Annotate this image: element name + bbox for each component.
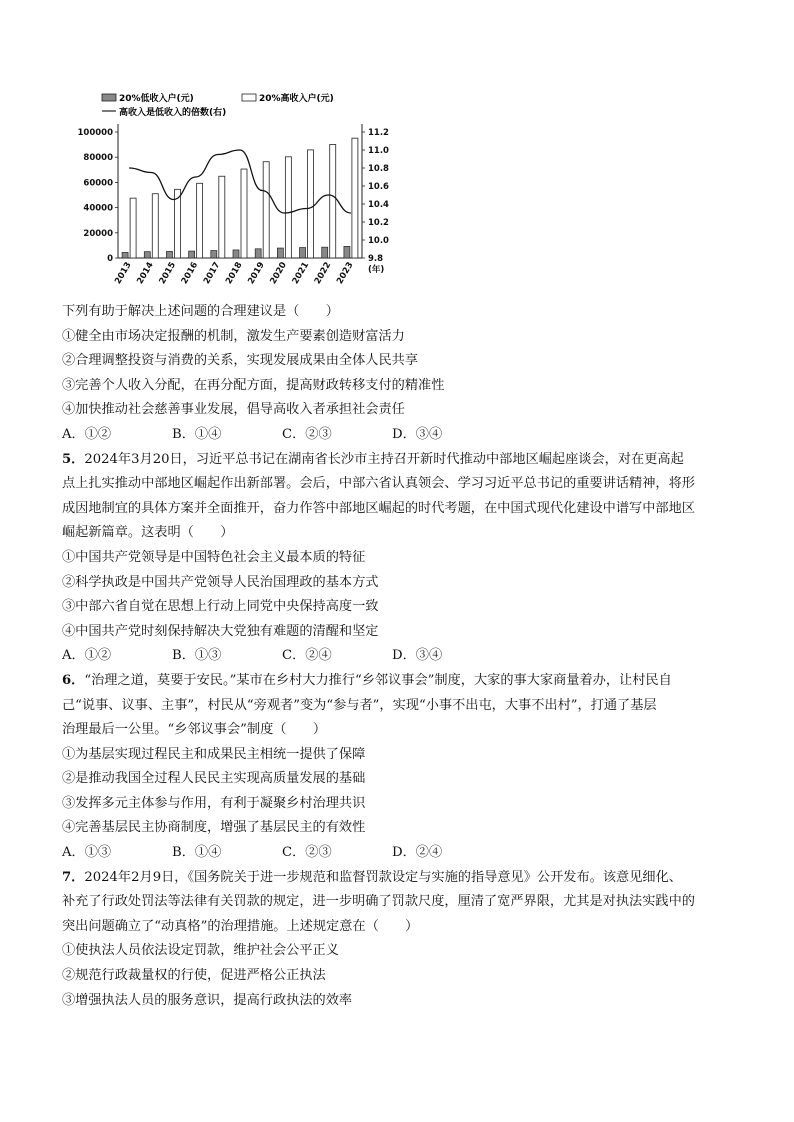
q5-text-1: 2024年3月20日，习近平总书记在湖南省长沙市主持召开新时代推动中部地区崛起座谈会，对在更高起 (84, 451, 684, 467)
bar-high-income (197, 183, 203, 258)
bar-low-income (166, 251, 172, 258)
bar-high-income (263, 162, 269, 258)
q5-choice-c: C．②④ (282, 648, 332, 664)
bar-low-income (233, 250, 239, 258)
x-tick-label: 2016 (179, 260, 201, 287)
bar-low-income (300, 248, 306, 258)
y-left-tick-label: 20000 (83, 228, 113, 239)
chart-legend (102, 92, 334, 118)
q7-line-2: 补充了行政处罚法等法律有关罚款的规定，进一步明确了罚款尺度，厘清了宽严界限，尤其是对执法实践中的 (62, 894, 695, 910)
q5-choice-b: B．①③ (172, 648, 222, 664)
q7-option-1: ①使执法人员依法设定罚款，维护社会公平正义 (62, 943, 339, 959)
q5-option-2: ②科学执政是中国共产党领导人民治国理政的基本方式 (62, 574, 379, 590)
q5-line-2: 点上扎实推动中部地区崛起作出新部署。会后，中部六省认真领会、学习习近平总书记的重要讲话精神，将形 (62, 476, 695, 492)
q4-choice-d: D．③④ (392, 426, 443, 442)
q6-text-1: “治理之道，莫要于安民。”某市在乡村大力推行“乡邻议事会”制度，大家的事大家商量着办，让村民自 (84, 672, 672, 688)
questions (62, 300, 742, 1013)
income-chart-svg (70, 88, 400, 288)
y-right-tick-label: 10.0 (368, 236, 389, 246)
q5-number: 5． (62, 451, 85, 467)
q5-choice-d: D．③④ (392, 648, 443, 664)
q6-option-3: ③发挥多元主体参与作用，有利于凝聚乡村治理共识 (62, 795, 366, 811)
income-chart (70, 88, 400, 288)
x-tick-label: 2022 (312, 260, 334, 287)
bar-low-income (144, 252, 150, 258)
legend-swatch-low (102, 94, 116, 101)
q5-choices (62, 644, 742, 669)
q6-choice-c: C．②③ (282, 845, 332, 861)
q4-option-2: ②合理调整投资与消费的关系，实现发展成果由全体人民共享 (62, 353, 419, 369)
y-right-tick-label: 10.4 (368, 200, 389, 210)
x-tick-label: 2014 (135, 260, 156, 287)
y-left-tick-label: 60000 (83, 178, 113, 189)
bar-low-income (122, 252, 128, 258)
legend-swatch-high (242, 94, 256, 101)
q5-line-4: 崛起新篇章。这表明（ ） (62, 525, 234, 541)
bar-high-income (130, 198, 136, 258)
q4-choice-c: C．②③ (282, 426, 332, 442)
y-left-tick-label: 40000 (83, 203, 113, 214)
bar-high-income (352, 138, 358, 258)
q7-number: 7． (62, 869, 85, 885)
x-tick-label: 2019 (246, 260, 267, 287)
q4-option-4: ④加快推动社会慈善事业发展，倡导高收入者承担社会责任 (62, 402, 405, 418)
q4-choice-a: A．①② (62, 426, 112, 442)
bar-high-income (219, 176, 225, 258)
q7-text-1: 2024年2月9日，《国务院关于进一步规范和监督罚款设定与实施的指导意见》公开发布。该意见细化、 (84, 869, 682, 885)
y-left-tick-label: 80000 (83, 153, 113, 164)
q5-option-3: ③中部六省自觉在思想上行动上同党中央保持高度一致 (62, 599, 379, 615)
legend-label-high: 20%高收入户(元) (259, 94, 334, 104)
legend-label-low: 20%低收入户(元) (119, 94, 194, 104)
q6-choice-b: B．①④ (172, 845, 222, 861)
x-tick-label: 2018 (224, 260, 245, 287)
bar-high-income (241, 169, 247, 258)
q4-choices (62, 423, 742, 448)
bar-high-income (152, 194, 158, 258)
q6-option-4: ④完善基层民主协商制度，增强了基层民主的有效性 (62, 820, 366, 836)
legend-label-ratio: 高收入是低收入的倍数(右) (119, 108, 227, 118)
q6-choices (62, 841, 742, 866)
x-tick-label: 2013 (113, 260, 134, 287)
y-right-tick-label: 10.6 (368, 182, 389, 192)
q5-option-4: ④中国共产党时刻保持解决大党独有难题的清醒和坚定 (62, 623, 379, 639)
y-right-tick-label: 10.8 (368, 164, 389, 174)
q6-line-2: 己“说事、议事、主事”，村民从“旁观者”变为“参与者”，实现“小事不出屯，大事不出村”，打通了基层 (62, 697, 657, 713)
x-axis-unit: (年) (368, 265, 385, 275)
q5-choice-a: A．①② (62, 648, 112, 664)
x-tick-label: 2015 (157, 260, 179, 287)
y-right-tick-label: 11.0 (368, 146, 389, 156)
bar-low-income (255, 249, 261, 258)
q4-choice-b: B．①④ (172, 426, 222, 442)
bar-high-income (308, 150, 314, 258)
y-left-tick-label: 100000 (77, 128, 113, 138)
q6-line-3: 治理最后一公里。“乡邻议事会”制度（ ） (62, 722, 327, 738)
x-tick-label: 2017 (201, 260, 223, 287)
y-right-tick-label: 10.2 (368, 218, 389, 228)
q6-option-1: ①为基层实现过程民主和成果民主相统一提供了保障 (62, 746, 366, 762)
x-tick-label: 2021 (290, 260, 312, 287)
x-tick-label: 2023 (335, 260, 356, 287)
q5-option-1: ①中国共产党领导是中国特色社会主义最本质的特征 (62, 549, 366, 565)
q4-option-1: ①健全由市场决定报酬的机制，激发生产要素创造财富活力 (62, 328, 405, 344)
bar-low-income (277, 248, 283, 258)
bar-high-income (285, 157, 291, 258)
q6-number: 6． (62, 672, 85, 688)
q7-line-3: 突出问题确立了“动真格”的治理措施。上述规定意在（ ） (62, 918, 419, 934)
q5-line-3: 成因地制宜的具体方案并全面推开，奋力作答中部地区崛起的时代考题，在中国式现代化建设中谱写中部地区 (62, 500, 695, 516)
ratio-line (129, 150, 351, 213)
bar-high-income (330, 144, 336, 258)
y-right-tick-label: 11.2 (368, 128, 389, 138)
q6-option-2: ②是推动我国全过程人民民主实现高质量发展的基础 (62, 771, 366, 787)
q6-choice-d: D．②④ (392, 845, 443, 861)
x-tick-label: 2020 (268, 260, 289, 287)
q7-line-1 (62, 866, 742, 891)
q7-option-3: ③增强执法人员的服务意识，提高行政执法的效率 (62, 992, 353, 1008)
q4-stem: 下列有助于解决上述问题的合理建议是（ ） (62, 304, 339, 319)
bar-low-income (344, 246, 350, 258)
bar-low-income (322, 247, 328, 258)
chart-plot (78, 124, 390, 286)
q7-option-2: ②规范行政裁量权的行使，促进严格公正执法 (62, 968, 326, 984)
q4-option-3: ③完善个人收入分配，在再分配方面，提高财政转移支付的精准性 (62, 377, 445, 393)
bar-low-income (189, 251, 195, 258)
bar-low-income (211, 251, 217, 258)
q6-choice-a: A．①③ (62, 845, 112, 861)
q5-line-1 (62, 448, 742, 473)
y-right-tick-label: 9.8 (368, 254, 384, 264)
q6-line-1 (62, 669, 742, 694)
y-left-tick-label: 0 (107, 254, 113, 264)
